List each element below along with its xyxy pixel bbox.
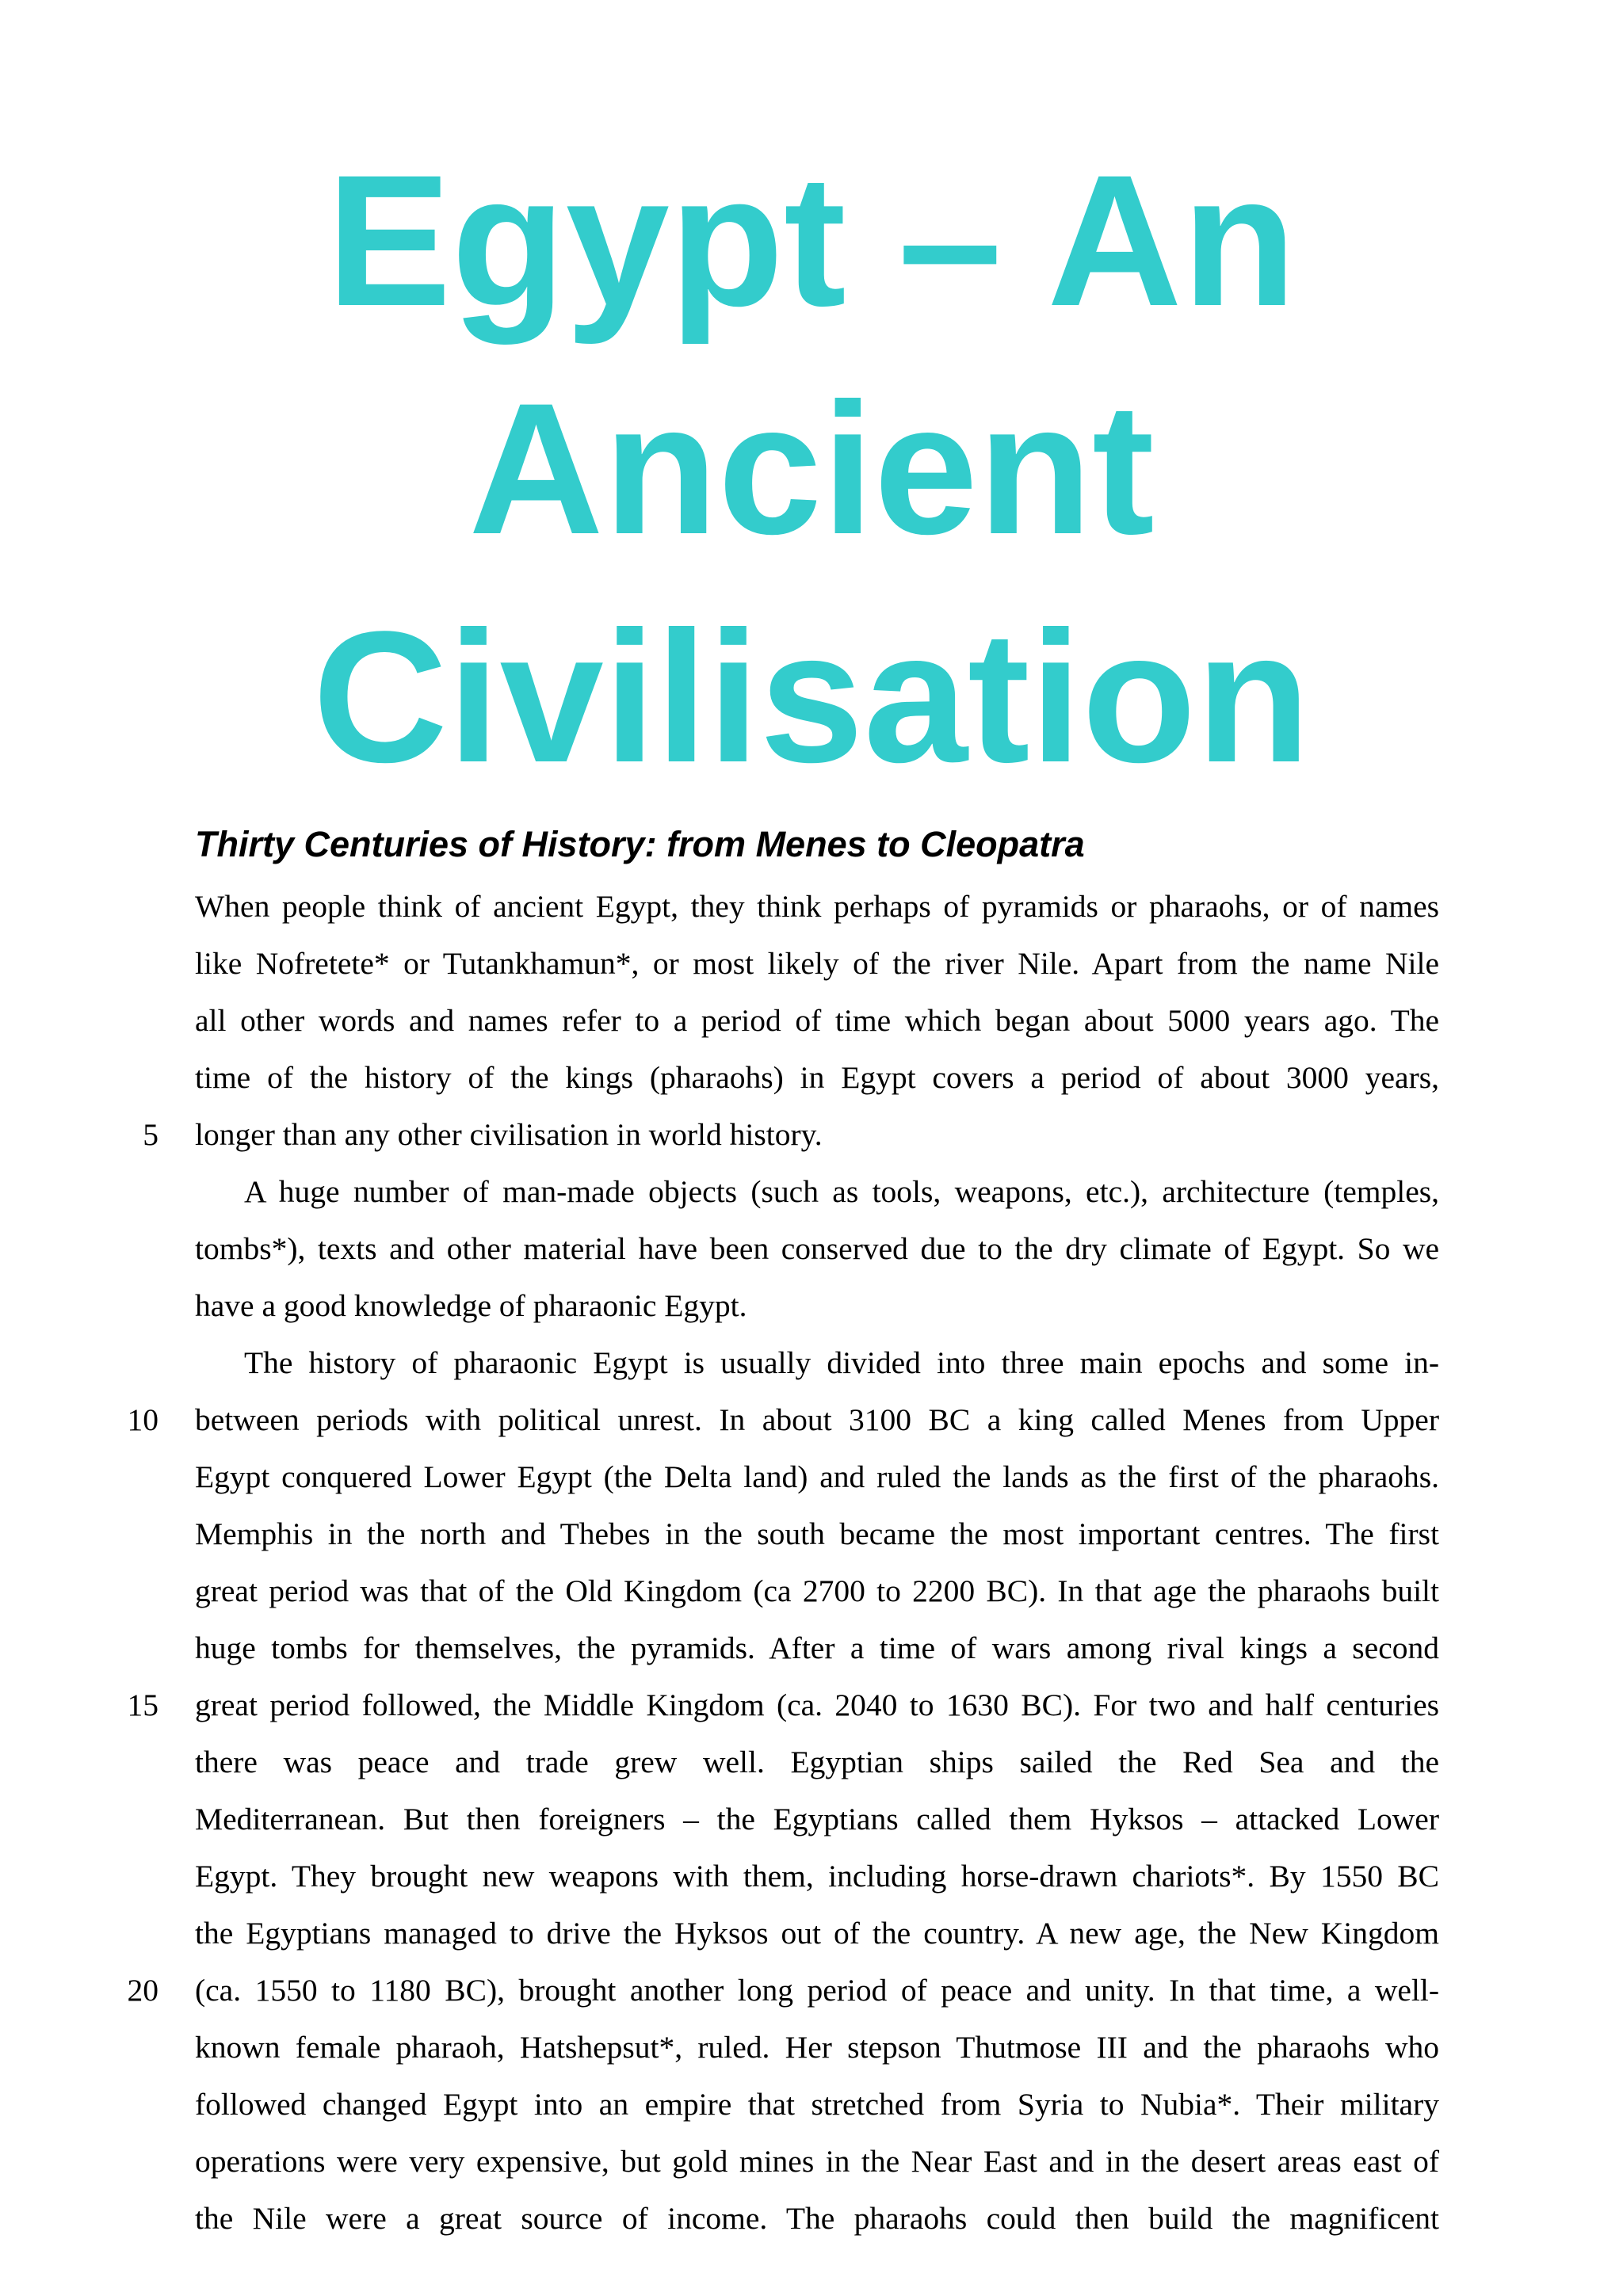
section-heading: Thirty Centuries of History: from Menes to Cleopatra [195, 824, 1085, 864]
text-line: A huge number of man-made objects (such as tools, weapons, etc.), architecture (temples, [244, 1174, 1439, 1209]
body-text [195, 878, 1439, 2247]
text-line: between periods with political unrest. In about 3100 BC a king called Menes from Upper [195, 1402, 1439, 1437]
text-line: (ca. 1550 to 1180 BC), brought another long period of peace and unity. In that time, a well- [195, 1973, 1439, 2008]
text-line: have a good knowledge of pharaonic Egypt. [195, 1288, 747, 1323]
text-line: When people think of ancient Egypt, they think perhaps of pyramids or pharaohs, or of names [195, 889, 1439, 924]
line-number: 10 [127, 1402, 158, 1437]
text-line: the Nile were a great source of income. The pharaohs could then build the magnificent [195, 2201, 1439, 2236]
title-line-3: Civilisation [312, 593, 1311, 802]
text-line: Mediterranean. But then foreigners – the Egyptians called them Hyksos – attacked Lower [195, 1802, 1439, 1836]
text-line: like Nofretete* or Tutankhamun*, or most likely of the river Nile. Apart from the name Nile [195, 946, 1439, 981]
text-line: time of the history of the kings (pharaohs) in Egypt covers a period of about 3000 years, [195, 1060, 1439, 1095]
text-line: great period followed, the Middle Kingdom (ca. 2040 to 1630 BC). For two and half centuries [195, 1688, 1439, 1722]
title-line-1: Egypt – An [327, 136, 1296, 345]
text-line: Egypt. They brought new weapons with them, including horse-drawn chariots*. By 1550 BC [195, 1859, 1439, 1894]
page-title [0, 127, 1623, 811]
line-number: 5 [143, 1117, 158, 1152]
text-line: Memphis in the north and Thebes in the south became the most important centres. The first [195, 1516, 1439, 1551]
text-line: The history of pharaonic Egypt is usually divided into three main epochs and some in- [244, 1345, 1439, 1380]
text-line: known female pharaoh, Hatshepsut*, ruled. Her stepson Thutmose III and the pharaohs who [195, 2030, 1439, 2065]
text-line: there was peace and trade grew well. Egyptian ships sailed the Red Sea and the [195, 1745, 1439, 1779]
text-line: huge tombs for themselves, the pyramids. After a time of wars among rival kings a second [195, 1630, 1439, 1665]
text-line: the Egyptians managed to drive the Hyksos out of the country. A new age, the New Kingdom [195, 1916, 1439, 1951]
title-line-2: Ancient [468, 364, 1155, 574]
text-line: operations were very expensive, but gold mines in the Near East and in the desert areas east of [195, 2144, 1439, 2179]
line-number: 20 [127, 1973, 158, 2008]
line-number: 15 [127, 1688, 158, 1722]
text-line: Egypt conquered Lower Egypt (the Delta land) and ruled the lands as the first of the pharaohs. [195, 1459, 1439, 1494]
text-line: longer than any other civilisation in world history. [195, 1117, 823, 1152]
text-line: great period was that of the Old Kingdom (ca 2700 to 2200 BC). In that age the pharaohs built [195, 1573, 1439, 1608]
text-line: followed changed Egypt into an empire that stretched from Syria to Nubia*. Their military [195, 2087, 1439, 2122]
text-line: all other words and names refer to a period of time which began about 5000 years ago. The [195, 1003, 1439, 1038]
text-line: tombs*), texts and other material have been conserved due to the dry climate of Egypt. So we [195, 1231, 1439, 1266]
